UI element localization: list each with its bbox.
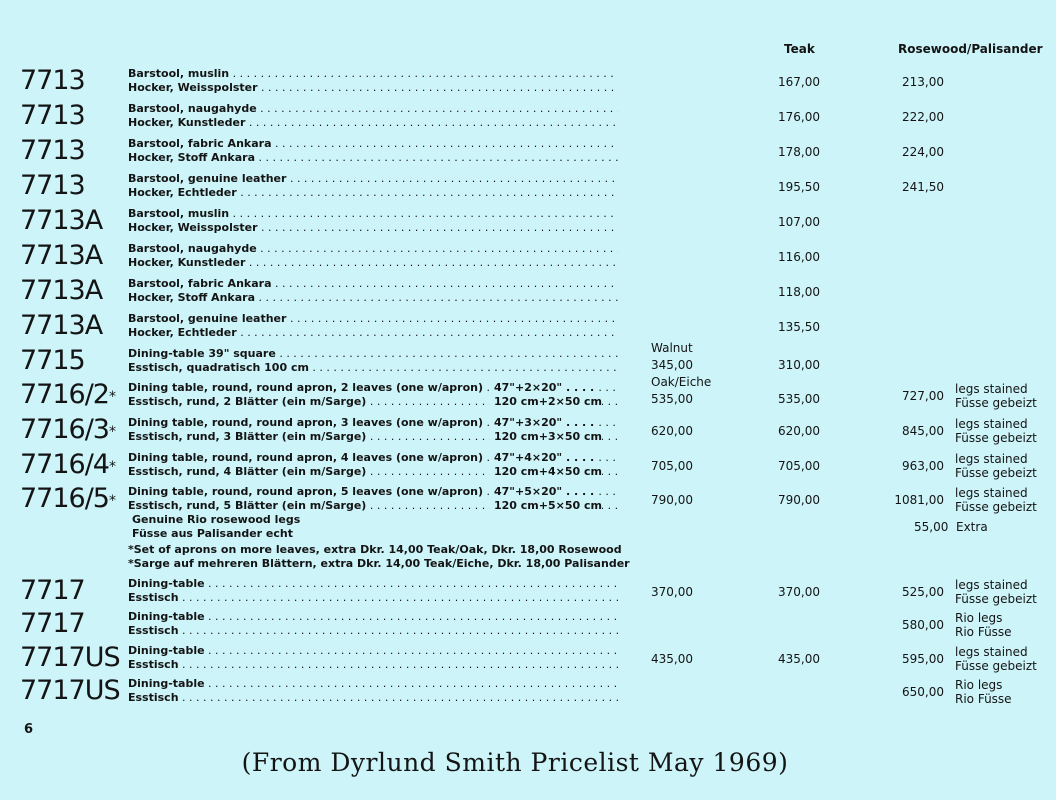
teak-price: 705,00 [778,459,820,473]
teak-price: 370,00 [778,585,820,599]
item-code [20,346,85,376]
rosewood-price: 595,00 [902,652,944,666]
teak-price: 118,00 [778,285,820,299]
walnut-oak-price: 435,00 [651,652,693,666]
list-item [0,641,1056,675]
item-code [20,380,115,410]
list-item [0,413,1056,447]
finish-label: Oak/Eiche [651,375,712,389]
rosewood-price: 727,00 [902,389,944,403]
description-en: Dining table, round, round apron, 5 leaves (one w/apron) . . . [128,485,618,499]
description-de: Hocker, Stoff Ankara . . . [128,151,618,165]
page-number: 6 [24,722,34,737]
note-de: Füsse gebeizt [955,466,1037,480]
dimensions-cm: 120 cm+2×50 cm [490,395,602,408]
note-en: legs stained [955,417,1028,431]
finish-label: Walnut [651,341,693,355]
rosewood-price: 963,00 [902,459,944,473]
rosewood-column-header: Rosewood/Palisander [898,42,1043,56]
teak-price: 435,00 [778,652,820,666]
note-en: legs stained [955,452,1028,466]
item-code: 7717 [20,608,85,639]
dimensions-in: 47"+5×20" . . . . [490,485,594,498]
description-en: Dining table, round, round apron, 4 leaves (one w/apron) . . . [128,451,618,465]
description-de: Hocker, Kunstleder . . . [128,116,618,130]
item-code [20,136,85,166]
item-code-number: 7716/2 [20,379,109,410]
footnote-en: *Set of aprons on more leaves, extra Dkr. 14,00 Teak/Oak, Dkr. 18,00 Rosewood [128,543,622,556]
description-en: Barstool, fabric Ankara . . . [128,137,618,151]
list-item [0,99,1056,133]
rosewood-price: 213,00 [902,75,944,89]
note-en: legs stained [955,645,1028,659]
description-en: Dining-table . . . [128,610,618,624]
item-code [20,241,102,271]
rosewood-price: 845,00 [902,424,944,438]
item-code: 7717US [20,642,120,673]
note-de: Rio Füsse [955,692,1012,706]
description-en: Dining table, round, round apron, 3 leaves (one w/apron) . . . [128,416,618,430]
item-code-number: 7716/4 [20,449,109,480]
rosewood-price: 1081,00 [894,493,944,507]
teak-price: 116,00 [778,250,820,264]
walnut-oak-price: 620,00 [651,424,693,438]
note-de: Füsse gebeizt [955,396,1037,410]
rosewood-price: 241,50 [902,180,944,194]
item-code [20,66,85,96]
item-code-number: 7713A [20,205,103,236]
description-en: Barstool, fabric Ankara . . . [128,277,618,291]
teak-price: 167,00 [778,75,820,89]
rosewood-price: 525,00 [902,585,944,599]
note-de: Füsse gebeizt [955,500,1037,514]
dimensions-cm: 120 cm+3×50 cm [490,430,602,443]
teak-price: 790,00 [778,493,820,507]
description-de: Esstisch . . . [128,624,618,638]
description-de: Esstisch, rund, 4 Blätter (ein m/Sarge) . . . [128,465,618,479]
list-item [0,482,1056,516]
item-code [20,171,85,201]
description-en: Barstool, muslin . . . [128,67,618,81]
list-item [0,341,1056,378]
teak-price: 195,50 [778,180,820,194]
note-de: Füsse gebeizt [955,659,1037,673]
list-item [0,309,1056,343]
description-de: Esstisch, rund, 2 Blätter (ein m/Sarge) . . . [128,395,618,409]
description-de: Hocker, Stoff Ankara . . . [128,291,618,305]
description-en: Barstool, genuine leather . . . [128,312,618,326]
description-en: Dining-table . . . [128,577,618,591]
item-code-number: 7713A [20,310,103,341]
item-code [20,206,102,236]
walnut-oak-price: 535,00 [651,392,693,406]
rosewood-price: 650,00 [902,685,944,699]
note-de: Füsse gebeizt [955,431,1037,445]
note-en: legs stained [955,382,1028,396]
teak-price: 535,00 [778,392,820,406]
list-item [0,574,1056,608]
item-code-star: * [109,493,115,509]
description-en: Dining-table 39" square . . . [128,347,618,361]
note-de: Rio Füsse [955,625,1012,639]
item-code-star: * [109,424,115,440]
dimensions-in: 47"+2×20" . . . . [490,381,594,394]
teak-column-header: Teak [784,42,815,56]
list-item [0,607,1056,641]
teak-price: 135,50 [778,320,820,334]
teak-price: 178,00 [778,145,820,159]
item-code: 7717 [20,575,85,606]
teak-price: 620,00 [778,424,820,438]
item-code-number: 7713A [20,240,103,271]
teak-price: 176,00 [778,110,820,124]
list-item [0,274,1056,308]
teak-price: 107,00 [778,215,820,229]
dimensions-cm: 120 cm+5×50 cm [490,499,602,512]
item-code-star: * [109,459,115,475]
description-de: Esstisch, rund, 3 Blätter (ein m/Sarge) . . . [128,430,618,444]
rio-legs-de: Füsse aus Palisander echt [132,527,294,540]
item-code [20,415,115,445]
list-item [0,448,1056,482]
item-code [20,450,115,480]
description-de: Hocker, Echtleder . . . [128,326,618,340]
description-de: Esstisch . . . [128,658,618,672]
item-code-number: 7716/5 [20,483,109,514]
list-item [0,239,1056,273]
footnote-de: *Sarge auf mehreren Blättern, extra Dkr. 14,00 Teak/Eiche, Dkr. 18,00 Palisander [128,557,630,570]
item-code-number: 7713A [20,275,103,306]
caption: (From Dyrlund Smith Pricelist May 1969) [241,748,789,777]
list-item [0,674,1056,708]
teak-price: 310,00 [778,358,820,372]
list-item [0,64,1056,98]
note-en: Rio legs [955,678,1003,692]
item-code-number: 7715 [20,345,85,376]
item-code [20,311,102,341]
list-item [0,375,1056,412]
description-en: Dining table, round, round apron, 2 leaves (one w/apron) . . . [128,381,618,395]
note-en: legs stained [955,578,1028,592]
description-en: Barstool, naugahyde . . . [128,102,618,116]
rio-legs-note: Extra [956,520,988,534]
rosewood-price: 580,00 [902,618,944,632]
item-code-number: 7716/3 [20,414,109,445]
item-code-number: 7713 [20,170,85,201]
description-de: Hocker, Kunstleder . . . [128,256,618,270]
item-code [20,276,102,306]
description-de: Esstisch . . . [128,691,618,705]
description-en: Barstool, naugahyde . . . [128,242,618,256]
item-code-number: 7713 [20,65,85,96]
list-item [0,134,1056,168]
dimensions-in: 47"+4×20" . . . . [490,451,594,464]
rio-legs-en: Genuine Rio rosewood legs [132,513,301,526]
item-code: 7717US [20,675,120,706]
description-en: Barstool, muslin . . . [128,207,618,221]
description-de: Hocker, Weisspolster . . . [128,221,618,235]
dimensions-cm: 120 cm+4×50 cm [490,465,602,478]
item-code-star: * [109,389,115,405]
note-en: legs stained [955,486,1028,500]
description-de: Esstisch, quadratisch 100 cm . . . [128,361,618,375]
description-en: Dining-table . . . [128,677,618,691]
item-code [20,484,115,514]
note-en: Rio legs [955,611,1003,625]
rosewood-price: 222,00 [902,110,944,124]
rio-legs-price: 55,00 [914,520,949,534]
note-de: Füsse gebeizt [955,592,1037,606]
rosewood-price: 224,00 [902,145,944,159]
walnut-oak-price: 370,00 [651,585,693,599]
description-de: Esstisch . . . [128,591,618,605]
walnut-oak-price: 790,00 [651,493,693,507]
description-en: Dining-table . . . [128,644,618,658]
item-code-number: 7713 [20,135,85,166]
description-de: Hocker, Weisspolster . . . [128,81,618,95]
description-de: Esstisch, rund, 5 Blätter (ein m/Sarge) . . . [128,499,618,513]
description-en: Barstool, genuine leather . . . [128,172,618,186]
list-item [0,204,1056,238]
walnut-oak-price: 705,00 [651,459,693,473]
dimensions-in: 47"+3×20" . . . . [490,416,594,429]
description-de: Hocker, Echtleder . . . [128,186,618,200]
item-code [20,101,85,131]
list-item [0,169,1056,203]
walnut-oak-price: 345,00 [651,358,693,372]
item-code-number: 7713 [20,100,85,131]
